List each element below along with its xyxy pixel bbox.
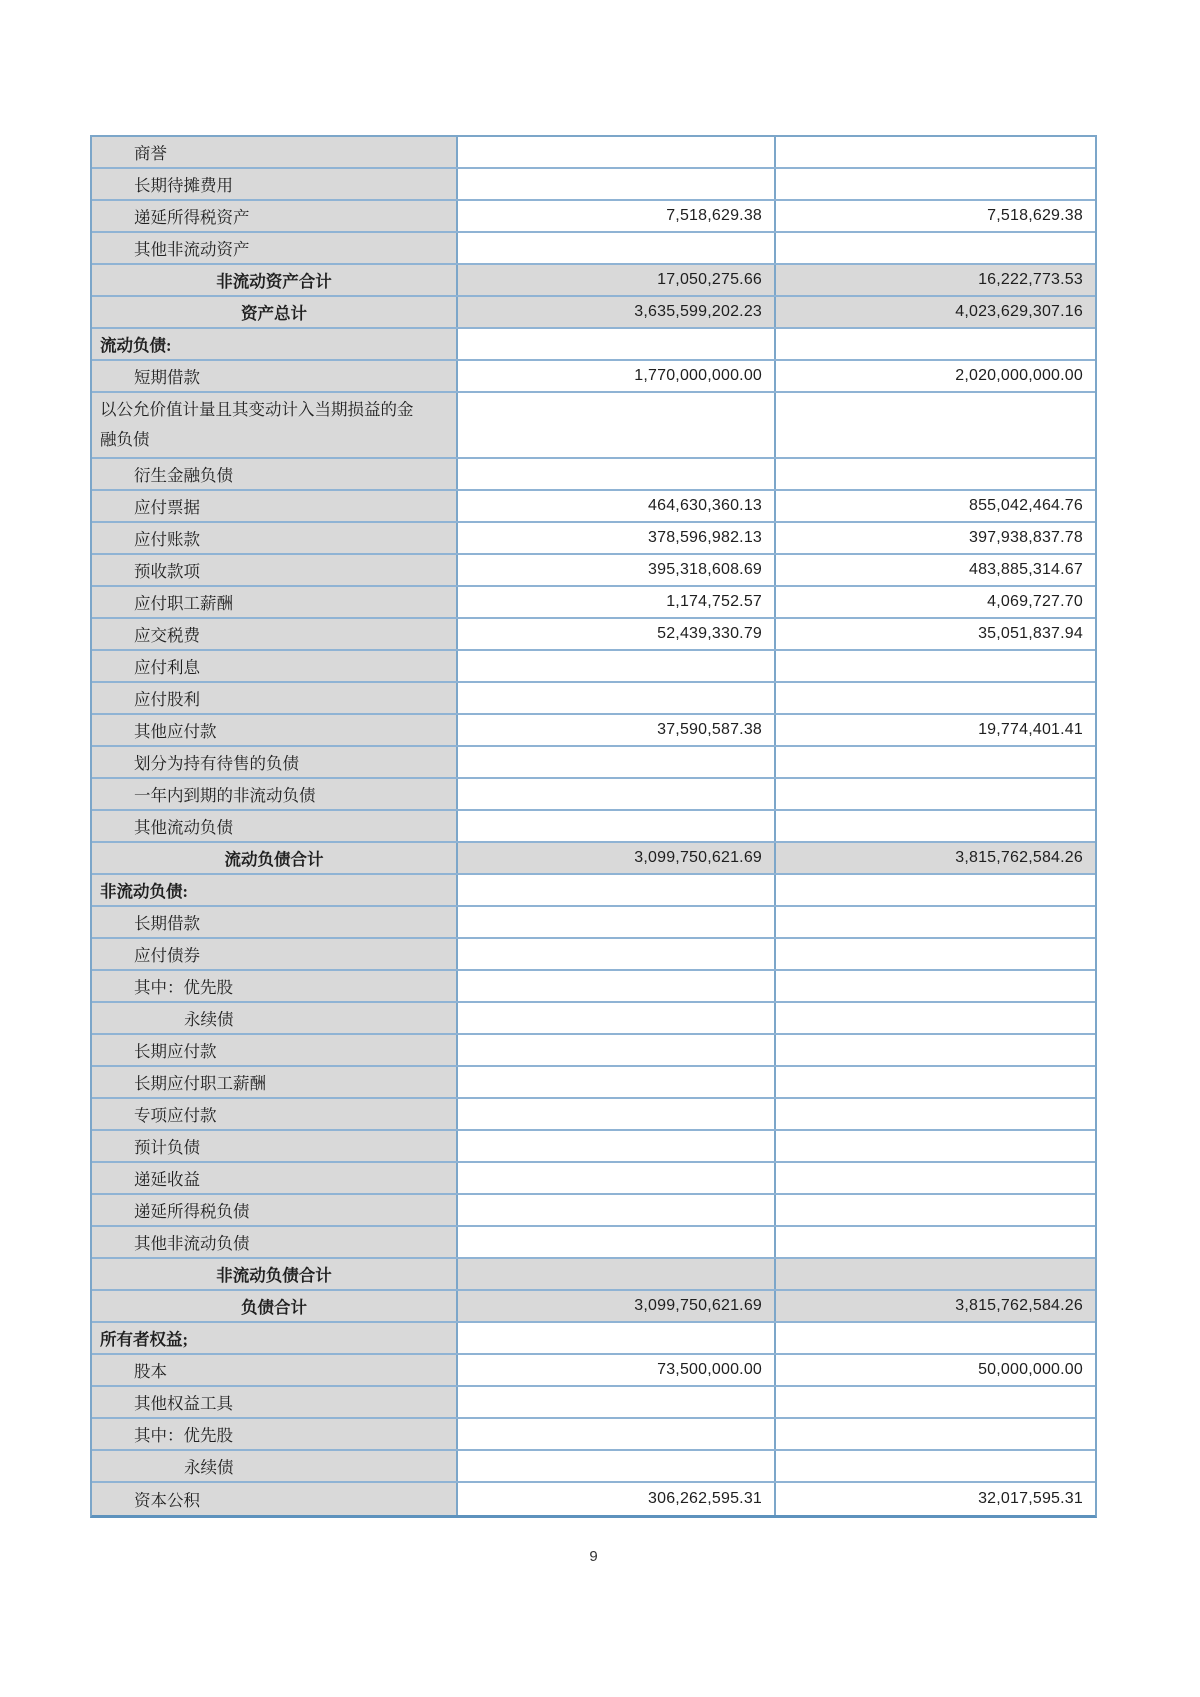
page-number: 9 xyxy=(589,1548,598,1565)
table-row xyxy=(92,1003,1095,1035)
row-label xyxy=(92,1387,458,1417)
row-value-prior xyxy=(776,1099,1095,1129)
table-row xyxy=(92,747,1095,779)
row-value-prior xyxy=(776,971,1095,1001)
row-value-current: 17,050,275.66 xyxy=(458,265,776,295)
row-label xyxy=(92,1451,458,1481)
row-value-current: 3,099,750,621.69 xyxy=(458,1291,776,1321)
table-row xyxy=(92,779,1095,811)
row-label xyxy=(92,329,458,359)
row-label-text: 专项应付款 xyxy=(134,1106,217,1125)
row-value-prior xyxy=(776,1067,1095,1097)
row-value-prior xyxy=(776,811,1095,841)
table-row xyxy=(92,875,1095,907)
row-label-text: 衍生金融负债 xyxy=(134,466,233,485)
row-value-current: 395,318,608.69 xyxy=(458,555,776,585)
row-label xyxy=(92,939,458,969)
table-row xyxy=(92,137,1095,169)
row-label xyxy=(92,459,458,489)
row-value-current xyxy=(458,875,776,905)
row-value-prior xyxy=(776,169,1095,199)
row-value-prior xyxy=(776,651,1095,681)
row-value-prior xyxy=(776,1195,1095,1225)
table-row xyxy=(92,971,1095,1003)
row-label xyxy=(92,361,458,391)
row-label-text: 其他流动负债 xyxy=(134,818,233,837)
row-label-text: 预收款项 xyxy=(134,562,200,581)
row-label-text: 短期借款 xyxy=(134,368,200,387)
row-label-text: 非流动负债合计 xyxy=(216,1266,332,1285)
row-label-text: 递延收益 xyxy=(134,1170,200,1189)
table-row xyxy=(92,619,1095,651)
table-row xyxy=(92,297,1095,329)
row-label xyxy=(92,1163,458,1193)
row-value-prior: 2,020,000,000.00 xyxy=(776,361,1095,391)
row-label-text: 资产总计 xyxy=(241,304,308,323)
row-label-text: 一年内到期的非流动负债 xyxy=(134,786,316,805)
row-label-text: 划分为持有待售的负债 xyxy=(134,754,299,773)
row-value-current xyxy=(458,233,776,263)
row-label-text: 流动负债: xyxy=(100,336,172,355)
row-value-prior: 7,518,629.38 xyxy=(776,201,1095,231)
row-value-prior xyxy=(776,329,1095,359)
row-label-text: 应付职工薪酬 xyxy=(134,594,233,613)
row-value-current xyxy=(458,1387,776,1417)
row-label xyxy=(92,1195,458,1225)
row-label-text: 资本公积 xyxy=(134,1491,200,1510)
row-value-current xyxy=(458,1003,776,1033)
table-row xyxy=(92,169,1095,201)
row-label-text: 应交税费 xyxy=(134,626,200,645)
table-row xyxy=(92,1387,1095,1419)
row-value-current: 52,439,330.79 xyxy=(458,619,776,649)
table-row xyxy=(92,1067,1095,1099)
row-value-prior: 4,023,629,307.16 xyxy=(776,297,1095,327)
table-row xyxy=(92,523,1095,555)
row-value-prior xyxy=(776,875,1095,905)
row-label xyxy=(92,715,458,745)
table-row xyxy=(92,1323,1095,1355)
row-label xyxy=(92,297,458,327)
row-label-text: 应付债券 xyxy=(134,946,200,965)
row-value-current xyxy=(458,393,776,457)
row-value-prior xyxy=(776,1419,1095,1449)
row-label xyxy=(92,169,458,199)
row-label-text: 商誉 xyxy=(134,144,167,163)
row-value-current: 306,262,595.31 xyxy=(458,1483,776,1515)
row-label-text: 其中：优先股 xyxy=(134,1426,233,1445)
row-value-prior xyxy=(776,393,1095,457)
row-value-current xyxy=(458,971,776,1001)
row-value-current: 1,770,000,000.00 xyxy=(458,361,776,391)
table-row xyxy=(92,1483,1095,1515)
row-value-prior xyxy=(776,1259,1095,1289)
row-label xyxy=(92,747,458,777)
table-row xyxy=(92,1195,1095,1227)
table-row xyxy=(92,843,1095,875)
row-label xyxy=(92,1323,458,1353)
row-label-text: 其他非流动负债 xyxy=(134,1234,250,1253)
row-value-current: 37,590,587.38 xyxy=(458,715,776,745)
row-value-prior xyxy=(776,779,1095,809)
row-label-text: 其中：优先股 xyxy=(134,978,233,997)
row-value-prior: 35,051,837.94 xyxy=(776,619,1095,649)
row-label-text: 应付票据 xyxy=(134,498,200,517)
table-row xyxy=(92,939,1095,971)
row-label-text: 应付利息 xyxy=(134,658,200,677)
row-value-prior: 19,774,401.41 xyxy=(776,715,1095,745)
row-label xyxy=(92,907,458,937)
row-label xyxy=(92,1099,458,1129)
row-label xyxy=(92,651,458,681)
table-row xyxy=(92,1259,1095,1291)
row-value-prior xyxy=(776,1227,1095,1257)
table-row xyxy=(92,587,1095,619)
row-value-prior xyxy=(776,1387,1095,1417)
row-value-prior xyxy=(776,233,1095,263)
row-value-prior: 50,000,000.00 xyxy=(776,1355,1095,1385)
row-value-current xyxy=(458,1323,776,1353)
row-label-text: 应付账款 xyxy=(134,530,200,549)
row-label xyxy=(92,137,458,167)
row-label-text: 永续债 xyxy=(184,1458,234,1477)
table-row xyxy=(92,683,1095,715)
table-row xyxy=(92,491,1095,523)
row-value-current xyxy=(458,329,776,359)
row-label xyxy=(92,875,458,905)
table-row xyxy=(92,201,1095,233)
row-label xyxy=(92,1003,458,1033)
row-value-current xyxy=(458,1131,776,1161)
row-value-current: 7,518,629.38 xyxy=(458,201,776,231)
row-label xyxy=(92,1067,458,1097)
row-label-text: 流动负债合计 xyxy=(224,850,324,869)
row-label-text: 所有者权益; xyxy=(100,1330,188,1349)
row-value-current xyxy=(458,1419,776,1449)
row-value-current xyxy=(458,651,776,681)
table-row xyxy=(92,1355,1095,1387)
row-value-prior: 16,222,773.53 xyxy=(776,265,1095,295)
table-row xyxy=(92,233,1095,265)
row-value-prior: 483,885,314.67 xyxy=(776,555,1095,585)
row-value-current xyxy=(458,1163,776,1193)
table-row xyxy=(92,329,1095,361)
row-value-current xyxy=(458,1035,776,1065)
table-row xyxy=(92,651,1095,683)
row-label xyxy=(92,201,458,231)
row-label-text: 非流动资产合计 xyxy=(216,272,332,291)
table-row xyxy=(92,555,1095,587)
row-value-current: 1,174,752.57 xyxy=(458,587,776,617)
row-value-current xyxy=(458,907,776,937)
row-value-prior: 3,815,762,584.26 xyxy=(776,843,1095,873)
row-value-current: 3,635,599,202.23 xyxy=(458,297,776,327)
row-value-current xyxy=(458,169,776,199)
row-value-current xyxy=(458,459,776,489)
row-value-current xyxy=(458,811,776,841)
row-label xyxy=(92,1419,458,1449)
table-row xyxy=(92,1163,1095,1195)
row-value-prior: 397,938,837.78 xyxy=(776,523,1095,553)
table-row xyxy=(92,1419,1095,1451)
row-value-prior xyxy=(776,907,1095,937)
row-value-prior xyxy=(776,683,1095,713)
table-row xyxy=(92,715,1095,747)
row-value-current xyxy=(458,683,776,713)
table-row xyxy=(92,1035,1095,1067)
table-row xyxy=(92,459,1095,491)
row-label xyxy=(92,1355,458,1385)
row-label-text: 长期应付职工薪酬 xyxy=(134,1074,266,1093)
row-label xyxy=(92,843,458,873)
table-row xyxy=(92,907,1095,939)
row-value-current xyxy=(458,1227,776,1257)
row-label xyxy=(92,393,458,457)
table-row xyxy=(92,1099,1095,1131)
row-value-current: 73,500,000.00 xyxy=(458,1355,776,1385)
row-value-current xyxy=(458,1451,776,1481)
row-value-prior: 32,017,595.31 xyxy=(776,1483,1095,1515)
table-row xyxy=(92,1227,1095,1259)
row-value-current: 464,630,360.13 xyxy=(458,491,776,521)
row-label xyxy=(92,811,458,841)
row-label-text: 其他应付款 xyxy=(134,722,217,741)
row-label xyxy=(92,779,458,809)
row-label xyxy=(92,265,458,295)
row-value-current xyxy=(458,1067,776,1097)
row-label xyxy=(92,1259,458,1289)
row-label-text: 递延所得税资产 xyxy=(134,208,250,227)
row-label xyxy=(92,523,458,553)
row-value-current xyxy=(458,137,776,167)
row-label-text: 股本 xyxy=(134,1362,167,1381)
row-value-current xyxy=(458,1099,776,1129)
row-value-prior xyxy=(776,1163,1095,1193)
row-label-text: 以公允价值计量且其变动计入当期损益的金融负债 xyxy=(100,400,414,449)
row-label xyxy=(92,1291,458,1321)
row-value-prior: 855,042,464.76 xyxy=(776,491,1095,521)
row-value-prior xyxy=(776,939,1095,969)
row-value-prior xyxy=(776,1003,1095,1033)
row-label-text: 预计负债 xyxy=(134,1138,200,1157)
row-value-prior xyxy=(776,1035,1095,1065)
table-row xyxy=(92,393,1095,459)
row-label xyxy=(92,971,458,1001)
row-value-prior xyxy=(776,137,1095,167)
row-value-current xyxy=(458,1195,776,1225)
row-value-prior: 3,815,762,584.26 xyxy=(776,1291,1095,1321)
row-value-current: 3,099,750,621.69 xyxy=(458,843,776,873)
row-label xyxy=(92,1227,458,1257)
row-value-current xyxy=(458,779,776,809)
row-label xyxy=(92,1483,458,1515)
row-value-prior xyxy=(776,459,1095,489)
row-label xyxy=(92,587,458,617)
row-label xyxy=(92,491,458,521)
row-label xyxy=(92,555,458,585)
table-row xyxy=(92,811,1095,843)
row-label-text: 永续债 xyxy=(184,1010,234,1029)
row-label-text: 负债合计 xyxy=(241,1298,308,1317)
table-row xyxy=(92,1451,1095,1483)
row-label-text: 非流动负债: xyxy=(100,882,188,901)
row-label-text: 递延所得税负债 xyxy=(134,1202,250,1221)
row-value-current xyxy=(458,939,776,969)
row-value-current xyxy=(458,747,776,777)
row-label-text: 长期借款 xyxy=(134,914,200,933)
row-label xyxy=(92,1035,458,1065)
row-value-prior xyxy=(776,1131,1095,1161)
row-label xyxy=(92,233,458,263)
row-label-text: 其他非流动资产 xyxy=(134,240,250,259)
row-value-prior xyxy=(776,747,1095,777)
row-value-prior xyxy=(776,1323,1095,1353)
row-label-text: 应付股利 xyxy=(134,690,200,709)
row-label xyxy=(92,1131,458,1161)
row-label-text: 长期应付款 xyxy=(134,1042,217,1061)
row-label xyxy=(92,683,458,713)
row-label-text: 长期待摊费用 xyxy=(134,176,233,195)
row-label-text: 其他权益工具 xyxy=(134,1394,233,1413)
balance-sheet-table xyxy=(90,135,1097,1518)
row-label xyxy=(92,619,458,649)
row-value-current xyxy=(458,1259,776,1289)
row-value-prior: 4,069,727.70 xyxy=(776,587,1095,617)
row-value-prior xyxy=(776,1451,1095,1481)
table-row xyxy=(92,361,1095,393)
table-row xyxy=(92,1291,1095,1323)
row-value-current: 378,596,982.13 xyxy=(458,523,776,553)
table-row xyxy=(92,1131,1095,1163)
table-row xyxy=(92,265,1095,297)
